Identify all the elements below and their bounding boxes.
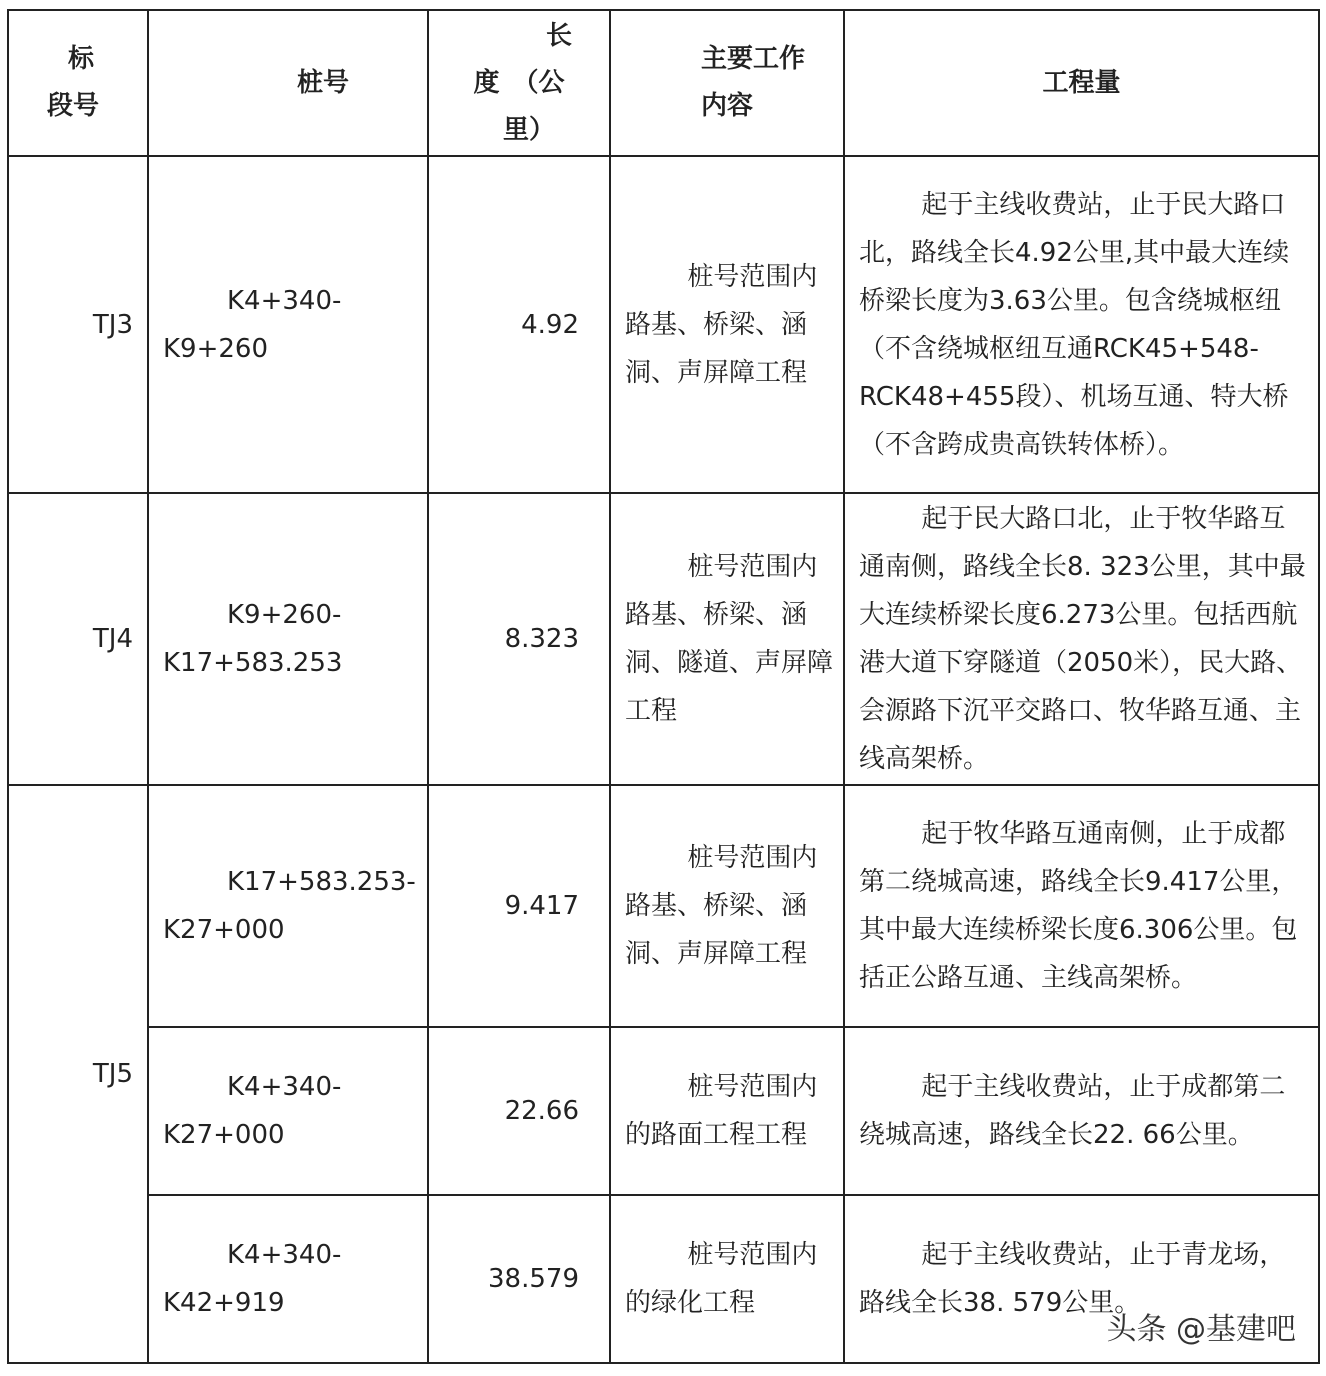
source-watermark: 头条 @基建吧 xyxy=(1106,1312,1296,1347)
header-work-line1: 主要工作 xyxy=(701,44,806,74)
header-work-line2: 内容 xyxy=(701,91,754,121)
stake-cell xyxy=(148,1027,428,1195)
stake-end: K17+583.253 xyxy=(163,648,343,678)
work-cell: 桩号范围内路基、桥梁、涵洞、声屏障工程 xyxy=(610,785,844,1027)
quantity-cell: 起于牧华路互通南侧，止于成都第二绕城高速，路线全长9.417公里，其中最大连续桥梁长度6.306公里。包括正公路互通、主线高架桥。 xyxy=(844,785,1319,1027)
table-row xyxy=(8,493,1319,785)
header-length-line1: 长 xyxy=(545,20,572,51)
section-cell: TJ3 xyxy=(8,156,148,493)
quantity-cell: 起于民大路口北，止于牧华路互通南侧，路线全长8. 323公里，其中最大连续桥梁长度6.273公里。包括西航港大道下穿隧道（2050米），民大路、会源路下沉平交路口、牧华路互通、主线高架桥。 xyxy=(844,493,1319,785)
header-section xyxy=(8,10,148,156)
header-length-line3: 里） xyxy=(502,114,555,145)
quantity-cell: 起于主线收费站，止于成都第二绕城高速，路线全长22. 66公里。 xyxy=(844,1027,1319,1195)
stake-start: K4+340- xyxy=(227,285,342,316)
bid-section-table xyxy=(7,9,1320,1364)
table-row xyxy=(8,785,1319,1027)
length-cell: 22.66 xyxy=(428,1027,610,1195)
table-row xyxy=(8,156,1319,493)
stake-start: K17+583.253- xyxy=(227,867,416,897)
work-cell: 桩号范围内路基、桥梁、涵洞、声屏障工程 xyxy=(610,156,844,493)
header-stake-label: 桩号 xyxy=(296,67,349,98)
section-cell: TJ5 xyxy=(8,785,148,1363)
header-quantity xyxy=(844,10,1319,156)
stake-end: K27+000 xyxy=(163,1120,285,1150)
length-cell: 4.92 xyxy=(428,156,610,493)
stake-end: K9+260 xyxy=(163,333,269,364)
stake-cell xyxy=(148,1195,428,1363)
header-section-line1: 标 xyxy=(67,44,94,74)
header-length xyxy=(428,10,610,156)
quantity-cell: 起于主线收费站，止于青龙场，路线全长38. 579公里。 xyxy=(844,1195,1319,1363)
quantity-cell: 起于主线收费站，止于民大路口北，路线全长4.92公里,其中最大连续桥梁长度为3.63公里。包含绕城枢纽（不含绕城枢纽互通RCK45+548-RCK48+455段）、机场互通、特大桥（不含跨成贵高铁转体桥）。 xyxy=(844,156,1319,493)
stake-start: K4+340- xyxy=(227,1240,342,1270)
length-cell: 9.417 xyxy=(428,785,610,1027)
stake-start: K9+260- xyxy=(227,600,342,630)
stake-cell xyxy=(148,785,428,1027)
work-cell: 桩号范围内的绿化工程 xyxy=(610,1195,844,1363)
table-row xyxy=(8,1027,1319,1195)
stake-cell xyxy=(148,156,428,493)
stake-end: K27+000 xyxy=(163,915,285,945)
length-cell: 8.323 xyxy=(428,493,610,785)
stake-end: K42+919 xyxy=(163,1288,285,1318)
header-work xyxy=(610,10,844,156)
work-cell: 桩号范围内的路面工程工程 xyxy=(610,1027,844,1195)
stake-cell xyxy=(148,493,428,785)
header-stake xyxy=(148,10,428,156)
table-header-row xyxy=(8,10,1319,156)
section-cell: TJ4 xyxy=(8,493,148,785)
stake-start: K4+340- xyxy=(227,1072,342,1102)
length-cell: 38.579 xyxy=(428,1195,610,1363)
header-quantity-label: 工程量 xyxy=(1042,67,1121,98)
header-section-line2: 段号 xyxy=(47,91,100,121)
work-cell: 桩号范围内路基、桥梁、涵洞、隧道、声屏障工程 xyxy=(610,493,844,785)
header-length-line2: 度 （公 xyxy=(473,67,565,98)
